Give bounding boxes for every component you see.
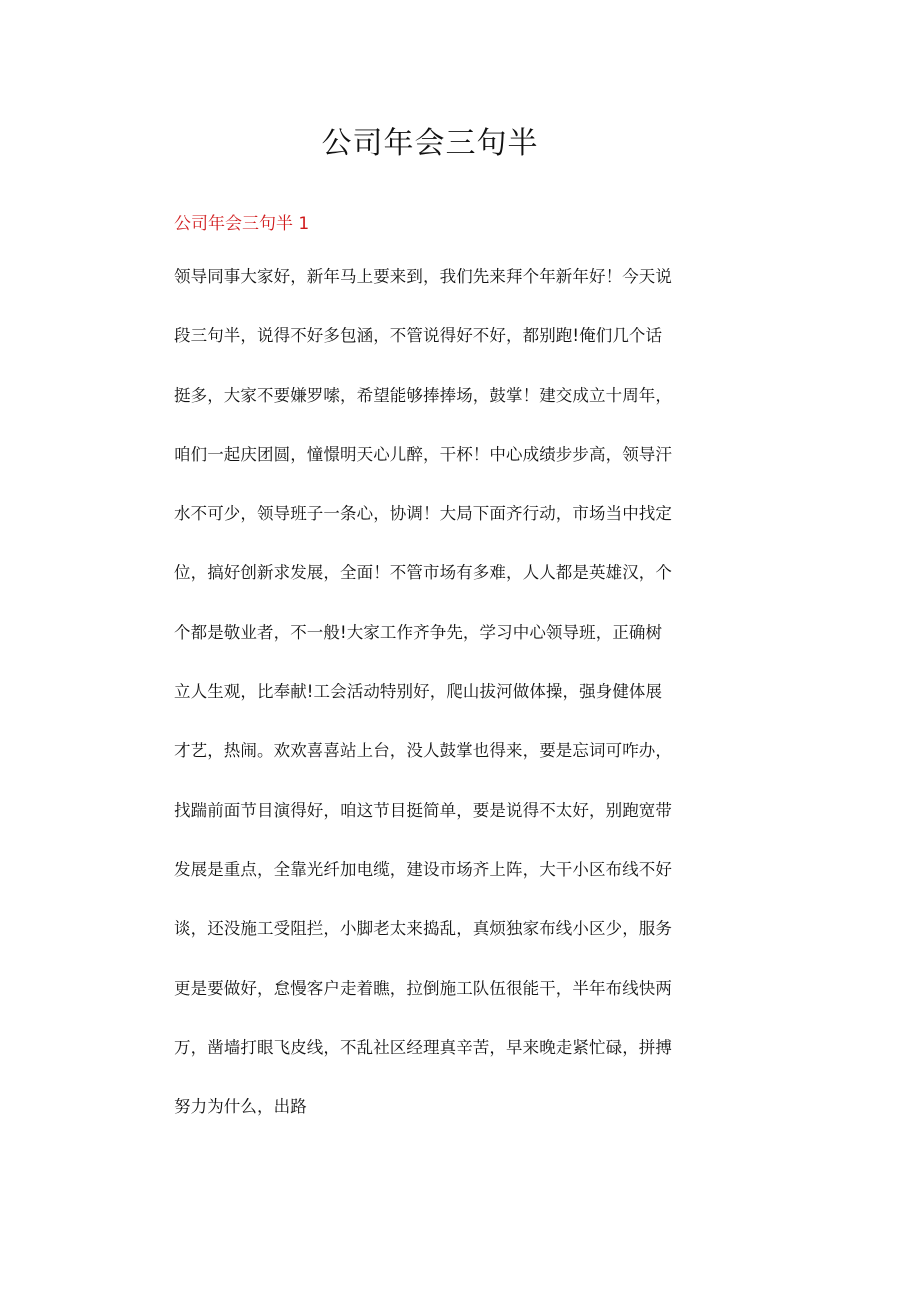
text-line: 谈，还没施工受阻拦，小脚老太来捣乱，真烦独家布线小区少，服务 bbox=[174, 919, 672, 939]
text-line: 更是要做好，怠慢客户走着瞧，拉倒施工队伍很能干，半年布线快两 bbox=[174, 978, 672, 998]
text-line: 咱们一起庆团圆，憧憬明天心儿醉，干杯！中心成绩步步高，领导汗 bbox=[174, 444, 672, 464]
text-line: 水不可少，领导班子一条心，协调！大局下面齐行动，市场当中找定 bbox=[174, 504, 672, 524]
text-line: 立人生观，比奉献!工会活动特别好，爬山拔河做体操，强身健体展 bbox=[174, 682, 663, 702]
text-line: 发展是重点，全靠光纤加电缆，建设市场齐上阵，大干小区布线不好 bbox=[174, 859, 672, 879]
section-heading: 公司年会三句半 1 bbox=[174, 214, 310, 234]
text-line: 个都是敬业者，不一般!大家工作齐争先，学习中心领导班，正确树 bbox=[174, 622, 663, 642]
text-line: 挺多，大家不要嫌罗嗦，希望能够捧捧场，鼓掌！建交成立十周年， bbox=[174, 385, 672, 405]
text-line: 领导同事大家好，新年马上要来到，我们先来拜个年新年好！今天说 bbox=[174, 267, 672, 286]
page-title: 公司年会三句半 bbox=[321, 126, 539, 161]
text-line: 才艺，热闹。欢欢喜喜站上台，没人鼓掌也得来，要是忘词可咋办， bbox=[174, 741, 672, 761]
text-line: 万，凿墙打眼飞皮线，不乱社区经理真辛苦，早来晚走紧忙碌，拼搏 bbox=[174, 1037, 672, 1057]
text-line: 努力为什么，出路 bbox=[174, 1097, 307, 1117]
text-line: 段三句半，说得不好多包涵，不管说得好不好，都别跑!俺们几个话 bbox=[174, 326, 663, 346]
text-line: 位，搞好创新求发展，全面！不管市场有多难，人人都是英雄汉，个 bbox=[174, 563, 672, 583]
text-line: 找踹前面节目演得好，咱这节目挺简单，要是说得不太好，别跑宽带 bbox=[174, 800, 672, 820]
body-text bbox=[174, 262, 704, 1151]
